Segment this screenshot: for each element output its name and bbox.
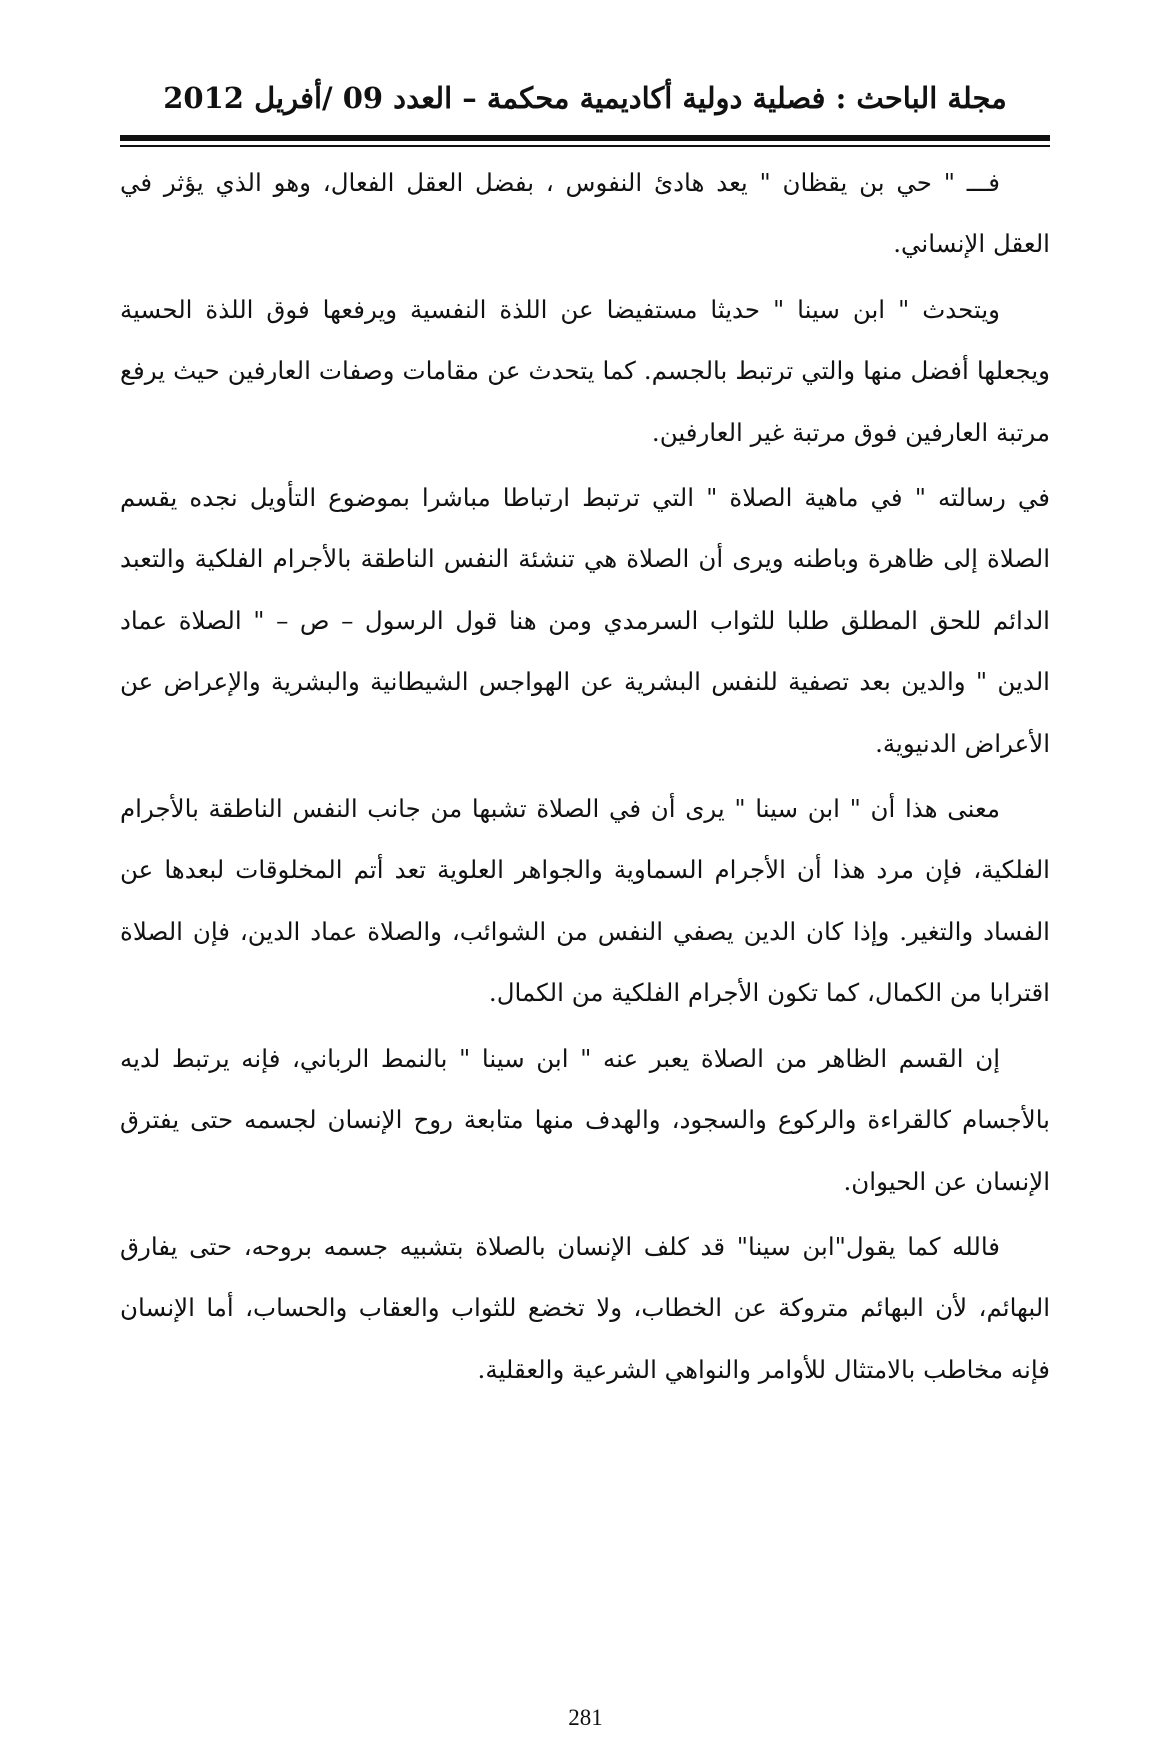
page-number: 281 <box>568 1705 603 1730</box>
paragraph-1: فـــ " حي بن يقظان " يعد هادئ النفوس ، بفضل العقل الفعال، وهو الذي يؤثر في العقل الإنساني. <box>120 168 1050 259</box>
running-header: مجلة الباحث : فصلية دولية أكاديمية محكمة – العدد 09 /أفريل 2012 <box>163 81 1007 115</box>
paragraph-3: في رسالته " في ماهية الصلاة " التي ترتبط ارتباطا مباشرا بموضوع التأويل نجده يقسم الصلاة إلى ظاهرة وباطنه ويرى أن الصلاة هي تنشئة النفس الناطقة بالأجرام الفلكية والتعبد الدائم للحق المطلق طلبا للثواب السرمدي ومن هنا قول الرسول – ص – " الصلاة عماد الدين " والدين بعد تصفية للنفس البشرية عن الهواجس الشيطانية والبشرية والإعراض عن الأعراض الدنيوية. <box>120 483 1050 758</box>
article-body <box>120 152 1050 1404</box>
header-rule-thin <box>120 145 1050 147</box>
header-rule-thick <box>120 135 1050 141</box>
paragraph-6: فالله كما يقول"ابن سينا" قد كلف الإنسان بالصلاة بتشبيه جسمه بروحه، حتى يفارق البهائم، لأن البهائم متروكة عن الخطاب، ولا تخضع للثواب والعقاب والحساب، أما الإنسان فإنه مخاطب بالامتثال للأوامر والنواهي الشرعية والعقلية. <box>120 1231 1050 1384</box>
paragraph-2: ويتحدث " ابن سينا " حديثا مستفيضا عن اللذة النفسية ويرفعها فوق اللذة الحسية ويجعلها أفضل منها والتي ترتبط بالجسم. كما يتحدث عن مقامات وصفات العارفين حيث يرفع مرتبة العارفين فوق مرتبة غير العارفين. <box>120 294 1050 447</box>
paragraph-4: معنى هذا أن " ابن سينا " يرى أن في الصلاة تشبها من جانب النفس الناطقة بالأجرام الفلكية، فإن مرد هذا أن الأجرام السماوية والجواهر العلوية تعد أتم المخلوقات لبعدها عن الفساد والتغير. وإذا كان الدين يصفي النفس من الشوائب، والصلاة عماد الدين، فإن الصلاة اقترابا من الكمال، كما تكون الأجرام الفلكية من الكمال. <box>120 794 1050 1008</box>
paragraph-5: إن القسم الظاهر من الصلاة يعبر عنه " ابن سينا " بالنمط الرباني، فإنه يرتبط لديه بالأجسام كالقراءة والركوع والسجود، والهدف منها متابعة روح الإنسان لجسمه حتى يفترق الإنسان عن الحيوان. <box>120 1043 1050 1196</box>
